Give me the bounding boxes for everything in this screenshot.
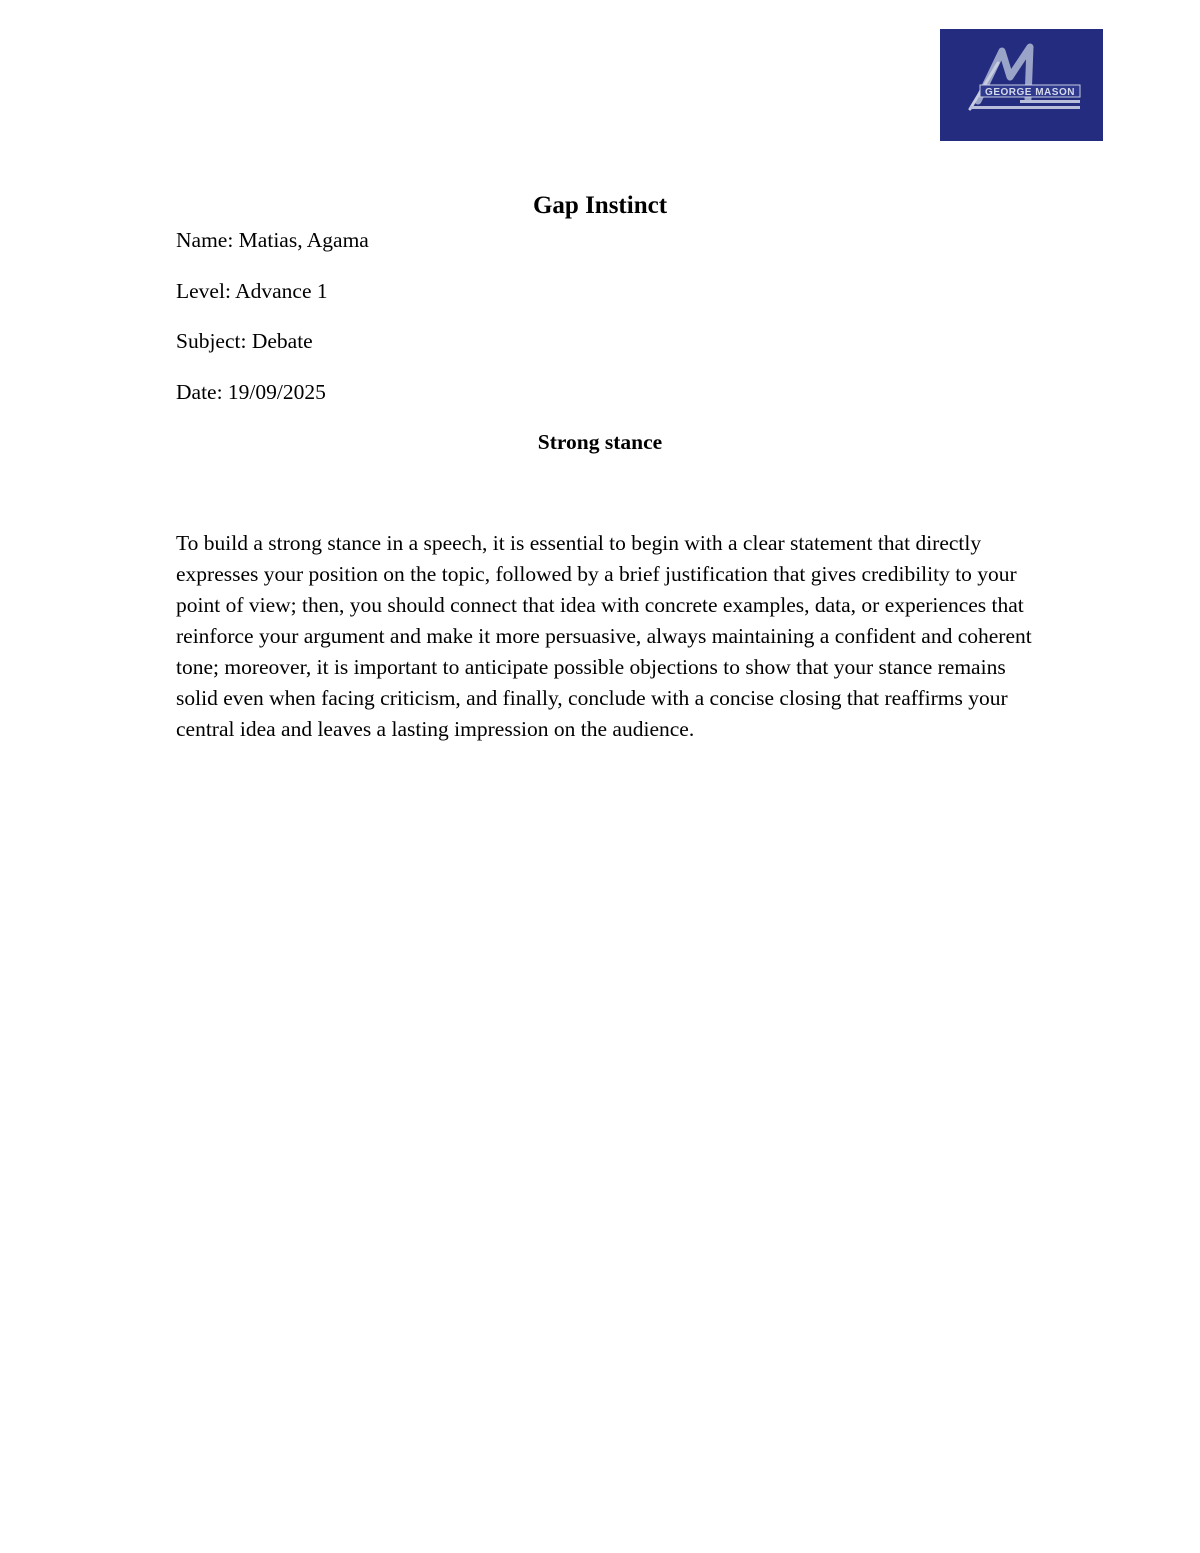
subject-field: Subject: Debate <box>176 329 313 353</box>
body-paragraph: To build a strong stance in a speech, it is essential to begin with a clear statement that directly expresses your position on the topic, followed by a brief justification that gives credibility to your point of view; then, you should connect that idea with concrete examples, data, or experiences that reinforce your argument and make it more persuasive, always maintaining a confident and coherent tone; moreover, it is important to anticipate possible objections to show that your stance remains solid even when facing criticism, and finally, conclude with a concise closing that reaffirms your central idea and leaves a lasting impression on the audience. <box>176 531 1032 741</box>
section-title: Strong stance <box>537 430 663 454</box>
george-mason-logo-icon <box>940 29 1103 141</box>
logo-wordmark: GEORGE MASON <box>985 87 1075 98</box>
date-field: Date: 19/09/2025 <box>176 380 326 404</box>
school-logo <box>940 29 1103 141</box>
page-title: Gap Instinct <box>532 192 668 219</box>
name-field: Name: Matias, Agama <box>176 228 369 252</box>
level-field: Level: Advance 1 <box>176 279 328 303</box>
